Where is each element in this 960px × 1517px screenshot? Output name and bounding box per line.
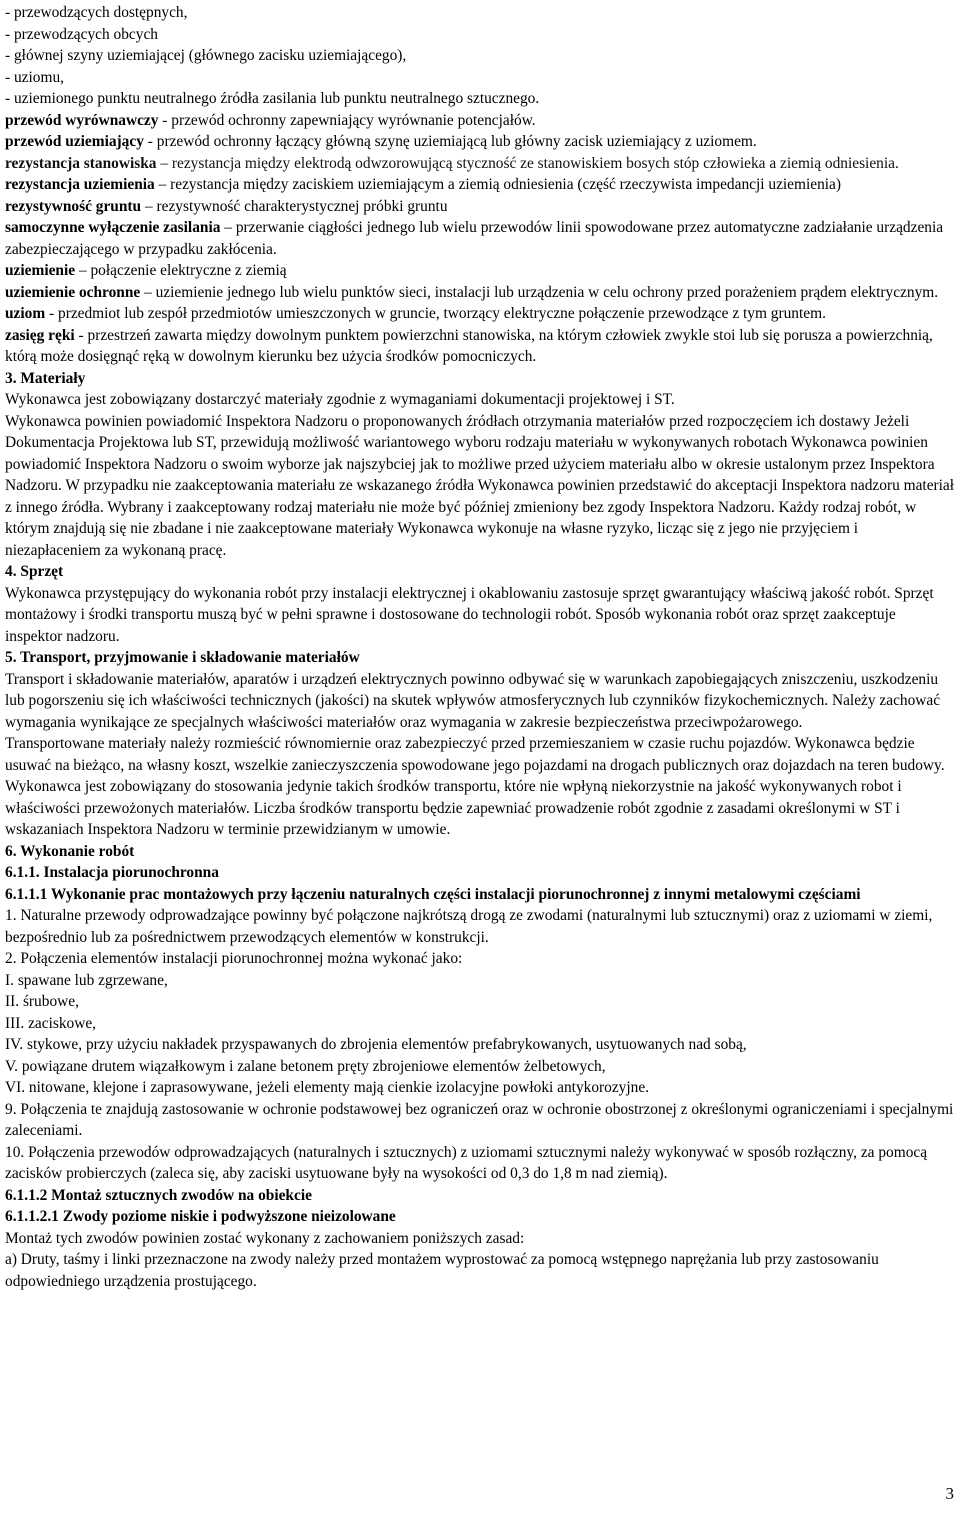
paragraph: 10. Połączenia przewodów odprowadzających (naturalnych i sztucznych) z uziomami sztucznymi należy wykonywać w sposób rozłączny, za pomocą zacisków probierczych (zaleca się, aby zaciski usytuowane były na wysokości od 0,3 do 1,8 m nad ziemią). [5,1143,928,1182]
definition-term: uziemienie ochronne [5,283,141,301]
page-number: 3 [945,1484,954,1503]
definition [5,196,955,218]
definition-term: uziemienie [5,262,76,279]
definition [5,325,955,368]
definition [5,260,955,282]
list-item: V. powiązane drutem wiązałkowym i zalane betonem pręty zbrojeniowe elementów żelbetowych, [5,1057,606,1075]
section-heading: 5. Transport, przyjmowanie i składowanie materiałów [5,649,360,666]
subsection-heading: 6.1.1.2 Montaż sztucznych zwodów na obiekcie [5,1186,312,1204]
definition-term: rezystancja uziemienia [5,176,155,193]
definition-term: przewód uziemiający [5,133,144,150]
section-execution [5,841,955,1293]
paragraph: Wykonawca jest zobowiązany do stosowania jedynie takich środków transportu, które nie wpłyną niekorzystnie na jakość wykonywanych robot i właściwości przewożonych materiałów. Liczba środków transportu będzie zapewniać prowadzenie robót zgodnie z zasadami określonymi w ST i wskazaniach Inspektora Nadzoru w terminie przewidzianym w umowie. [5,778,902,838]
list-item: I. spawane lub zgrzewane, [5,971,168,989]
paragraph: Transport i składowanie materiałów, aparatów i urządzeń elektrycznych powinno odbywać się w warunkach zapobiegających zniszczeniu, uszkodzeniu lub pogorszeniu się ich właściwości technicznych (jakości) na skutek wpływów atmosferycznych lub czynników fizykochemicznych. Należy zachować wymagania wynikające ze specjalnych właściwości materiałów oraz wymagania w zakresie bezpieczeństwa przeciwpożarowego. [5,670,941,731]
section-transport [5,647,955,841]
list-item: - przewodzących dostępnych, [5,4,188,21]
definition-term: przewód wyrównawczy [5,111,159,129]
paragraph: Montaż tych zwodów powinien zostać wykonany z zachowaniem poniższych zasad: [5,1229,525,1247]
definition-text: - przewód ochronny łączący główną szynę uziemiającą lub główny zacisk uziemiający z uziomem. [143,133,757,150]
definition [5,303,955,325]
list-item: II. śrubowe, [5,993,79,1010]
definition-term: samoczynne wyłączenie zasilania [5,219,221,236]
definition-text: – rezystancja między elektrodą odwzorowującą styczność ze stanowiskiem bosych stóp człowieka a ziemią odniesienia. [156,154,899,172]
section-materials [5,368,955,562]
definition-text: - przedmiot lub zespół przedmiotów umieszczonych w gruncie, tworzący elektryczne połączenie przewodzące z tym gruntem. [45,305,826,322]
definition-text: – przerwanie ciągłości jednego lub wielu przewodów linii spowodowane przez automatyczne zadziałanie urządzenia zabezpieczającego w przypadku zakłócenia. [5,219,944,258]
paragraph: Transportowane materiały należy rozmieścić równomiernie oraz zabezpieczyć przed przemieszaniem w czasie ruchu pojazdów. Wykonawca będzie usuwać na bieżąco, na własny koszt, wszelkie zanieczyszczenia spowodowane jego pojazdami na drogach publicznych oraz dojazdach na teren budowy. [5,735,945,774]
definition [5,174,955,196]
paragraph: 2. Połączenia elementów instalacji piorunochronnej można wykonać jako: [5,950,463,967]
paragraph: Wykonawca jest zobowiązany dostarczyć materiały zgodnie z wymaganiami dokumentacji projektowej i ST. [5,391,675,408]
list-item: - uziomu, [5,68,64,86]
definition [5,217,955,260]
definition-text: – rezystywność charakterystycznej próbki gruntu [141,197,448,215]
list-item: IV. stykowe, przy użyciu nakładek przyspawanych do zbrojenia elementów prefabrykowanych, usytuowanych nad sobą, [5,1036,747,1053]
subsection-heading: 6.1.1.1 Wykonanie prac montażowych przy łączeniu naturalnych części instalacji piorunochronnej z innymi metalowymi częściami [5,885,861,903]
definition [5,153,955,175]
definition [5,110,955,132]
section-heading: 3. Materiały [5,369,86,387]
paragraph: Wykonawca przystępujący do wykonania robót przy instalacji elektrycznej i okablowaniu zastosuje sprzęt gwarantujący właściwą jakość robót. Sprzęt montażowy i środki transportu muszą być w pełni sprawne i dostosowane do technologii robót. Sposób wykonania robót oraz sprzęt zaakceptuje inspektor nadzoru. [5,584,934,645]
intro-list [5,2,955,110]
subsection-heading: 6.1.1. Instalacja piorunochronna [5,864,219,881]
list-item: III. zaciskowe, [5,1014,97,1032]
definition-text: – połączenie elektryczne z ziemią [75,262,287,279]
definition [5,282,955,304]
definitions [5,110,955,368]
definition-text: - przewód ochronny zapewniający wyrównanie potencjałów. [158,111,536,129]
paragraph: a) Druty, taśmy i linki przeznaczone na zwody należy przed montażem wyprostować za pomocą wstępnego naprężania lub przy zastosowaniu odpowiedniego urządzenia prostującego. [5,1251,879,1290]
definition-text: - przestrzeń zawarta między dowolnym punktem powierzchni stanowiska, na którym człowiek zwykle stoi lub się porusza a powierzchnią, którą może dosięgnąć ręką w dowolnym kierunku bez użycia środków pomocniczych. [5,326,933,365]
list-item: - głównej szyny uziemiającej (głównego zacisku uziemiającego), [5,47,407,64]
section-equipment [5,561,955,647]
list-item: - uziemionego punktu neutralnego źródła zasilania lub punktu neutralnego sztucznego. [5,90,540,107]
list-item: - przewodzących obcych [5,25,158,43]
definition-term: rezystywność gruntu [5,197,142,215]
definition-text: – uziemienie jednego lub wielu punktów sieci, instalacji lub urządzenia w celu ochrony przed porażeniem prądem elektrycznym. [140,283,939,301]
section-heading: 6. Wykonanie robót [5,842,135,860]
document-page [5,2,955,1292]
definition-term: rezystancja stanowiska [5,154,157,172]
section-heading: 4. Sprzęt [5,563,64,580]
definition [5,131,955,153]
paragraph: Wykonawca powinien powiadomić Inspektora Nadzoru o proponowanych źródłach otrzymania materiałów przed rozpoczęciem ich dostawy Jeżeli Dokumentacja Projektowa lub ST, przewidują możliwość wariantowego wyboru rodzaju materiału w wykonywanych robotach Wykonawca powinien powiadomić Inspektora Nadzoru o swoim wyborze jak najszybciej jak to możliwe przed użyciem materiału albo w okresie ustalonym przez Inspektora Nadzoru. W przypadku nie zaakceptowania materiału ze wskazanego źródła Wykonawca powinien przedstawić do akceptacji Inspektora nadzoru materiał z innego źródła. Wybrany i zaakceptowany rodzaj materiału nie może być później zmieniony bez zgody Inspektora Nadzoru. Każdy rodzaj robót, w którym znajdują się nie zbadane i nie zaakceptowane materiały Wykonawca wykonuje na własne ryzyko, licząc się z jego nie przyjęciem i niezapłaceniem za wykonaną pracę. [5,412,955,559]
paragraph: 1. Naturalne przewody odprowadzające powinny być połączone najkrótszą drogą ze zwodami (naturalnymi lub sztucznymi) oraz z uziomami w ziemi, bezpośrednio lub za pośrednictwem przewodzących elementów w konstrukcji. [5,907,933,946]
definition-term: zasięg ręki [5,326,75,344]
paragraph: 9. Połączenia te znajdują zastosowanie w ochronie podstawowej bez ograniczeń oraz w ochronie obostrzonej z określonymi ograniczeniami i specjalnymi zaleceniami. [5,1100,954,1139]
definition-term: uziom [5,305,46,322]
definition-text: – rezystancja między zaciskiem uziemiającym a ziemią odniesienia (część rzeczywista impedancji uziemienia) [154,176,842,193]
list-item: VI. nitowane, klejone i zaprasowywane, jeżeli elementy mają cienkie izolacyjne powłoki antykorozyjne. [5,1079,650,1096]
subsection-heading: 6.1.1.2.1 Zwody poziome niskie i podwyższone nieizolowane [5,1208,396,1225]
